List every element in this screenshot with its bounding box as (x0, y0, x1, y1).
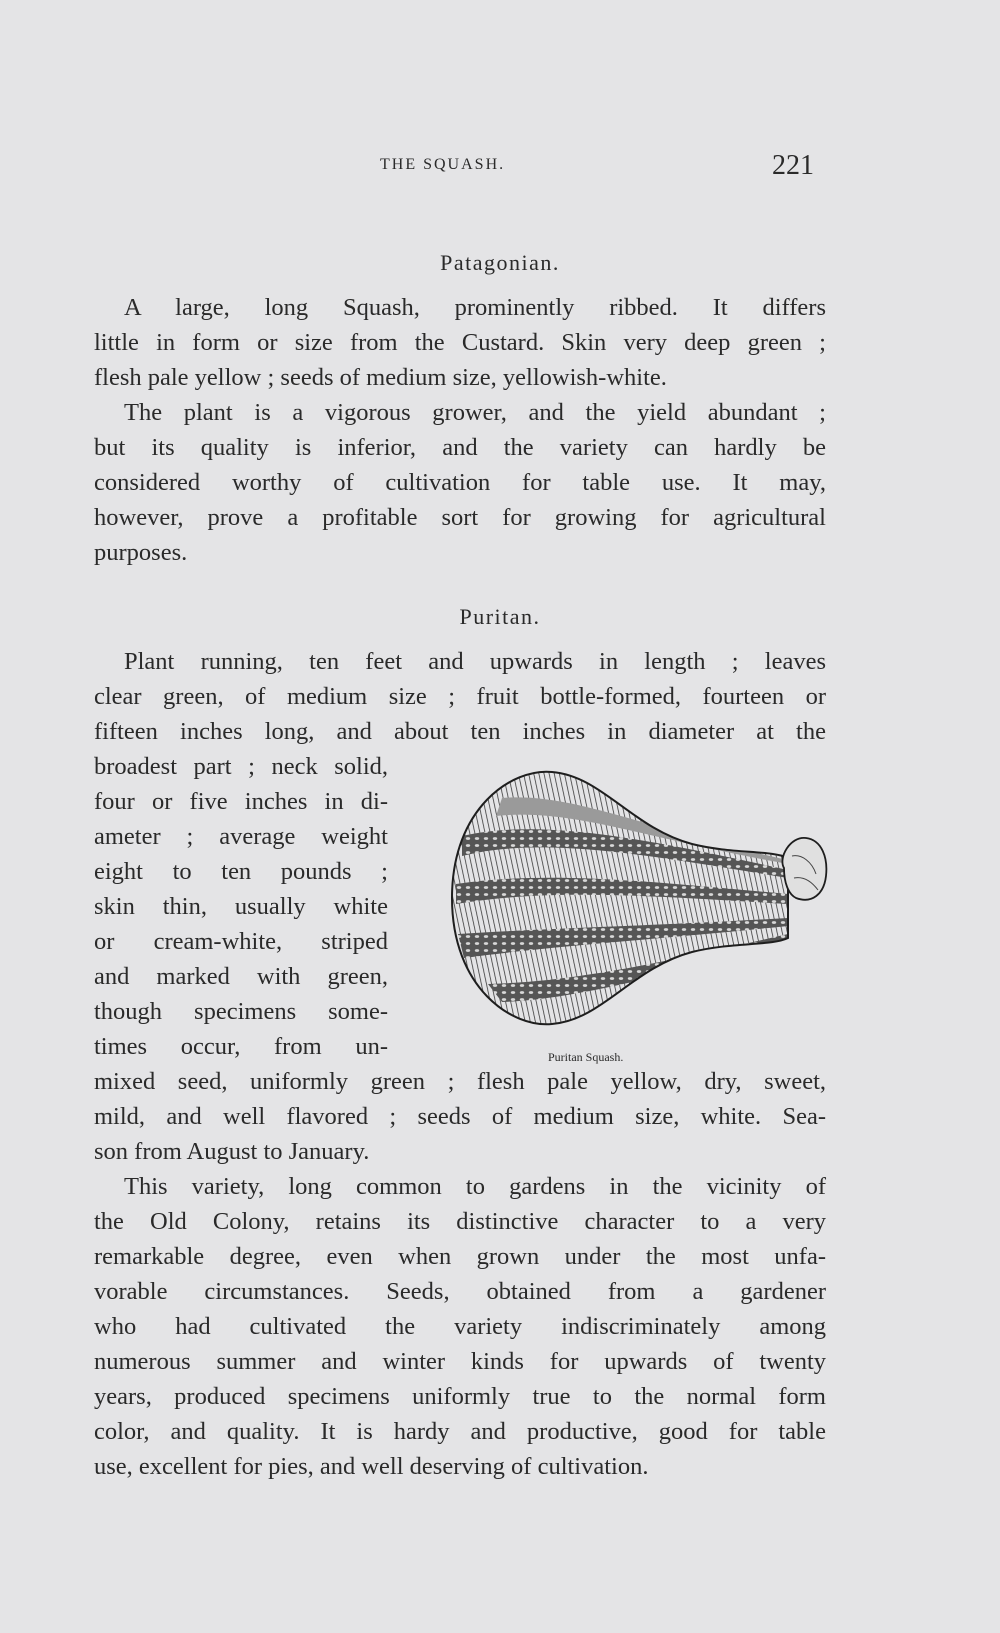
text-line: four or five inches in di- (94, 788, 388, 815)
section-heading-patagonian: Patagonian. (440, 250, 560, 275)
text-line: vorable circumstances. Seeds, obtained from a gardener (94, 1278, 826, 1305)
page-number: 221 (772, 150, 814, 181)
figure-caption: Puritan Squash. (548, 1050, 624, 1064)
text-line: considered worthy of cultivation for table use. It may, (94, 469, 826, 496)
text-line: Plant running, ten feet and upwards in length ; leaves (124, 648, 826, 675)
text-line: broadest part ; neck solid, (94, 753, 388, 780)
section-heading-puritan: Puritan. (459, 604, 541, 629)
text-line: clear green, of medium size ; fruit bottle-formed, fourteen or (94, 683, 826, 710)
text-line: eight to ten pounds ; (94, 858, 388, 885)
text-line: fifteen inches long, and about ten inches in diameter at the (94, 718, 826, 745)
text-line: skin thin, usually white (94, 893, 388, 920)
text-line: but its quality is inferior, and the variety can hardly be (94, 434, 826, 461)
running-header: THE SQUASH. (380, 156, 506, 173)
text-line: years, produced specimens uniformly true to the normal form (94, 1383, 826, 1410)
text-line: the Old Colony, retains its distinctive character to a very (94, 1208, 826, 1235)
text-line: ameter ; average weight (94, 823, 388, 850)
text-line: and marked with green, (94, 963, 388, 990)
text-line: mixed seed, uniformly green ; flesh pale yellow, dry, sweet, (94, 1068, 826, 1095)
text-line: however, prove a profitable sort for growing for agricultural (94, 504, 826, 531)
text-line: remarkable degree, even when grown under the most unfa- (94, 1243, 826, 1270)
text-line: This variety, long common to gardens in the vicinity of (124, 1173, 826, 1200)
text-line: mild, and well flavored ; seeds of medium size, white. Sea- (94, 1103, 826, 1130)
text-line: numerous summer and winter kinds for upwards of twenty (94, 1348, 826, 1375)
text-line: purposes. (94, 539, 188, 566)
text-line: son from August to January. (94, 1138, 370, 1165)
text-line: little in form or size from the Custard. Skin very deep green ; (94, 329, 826, 356)
puritan-squash-illustration (392, 758, 832, 1038)
text-line: The plant is a vigorous grower, and the yield abundant ; (124, 399, 826, 426)
text-line: who had cultivated the variety indiscriminately among (94, 1313, 826, 1340)
text-line: color, and quality. It is hardy and productive, good for table (94, 1418, 826, 1445)
text-line: or cream-white, striped (94, 928, 388, 955)
text-line: flesh pale yellow ; seeds of medium size, yellowish-white. (94, 364, 667, 391)
text-line: use, excellent for pies, and well deserving of cultivation. (94, 1453, 649, 1480)
text-line: times occur, from un- (94, 1033, 388, 1060)
text-line: A large, long Squash, prominently ribbed. It differs (124, 294, 826, 321)
text-line: though specimens some- (94, 998, 388, 1025)
